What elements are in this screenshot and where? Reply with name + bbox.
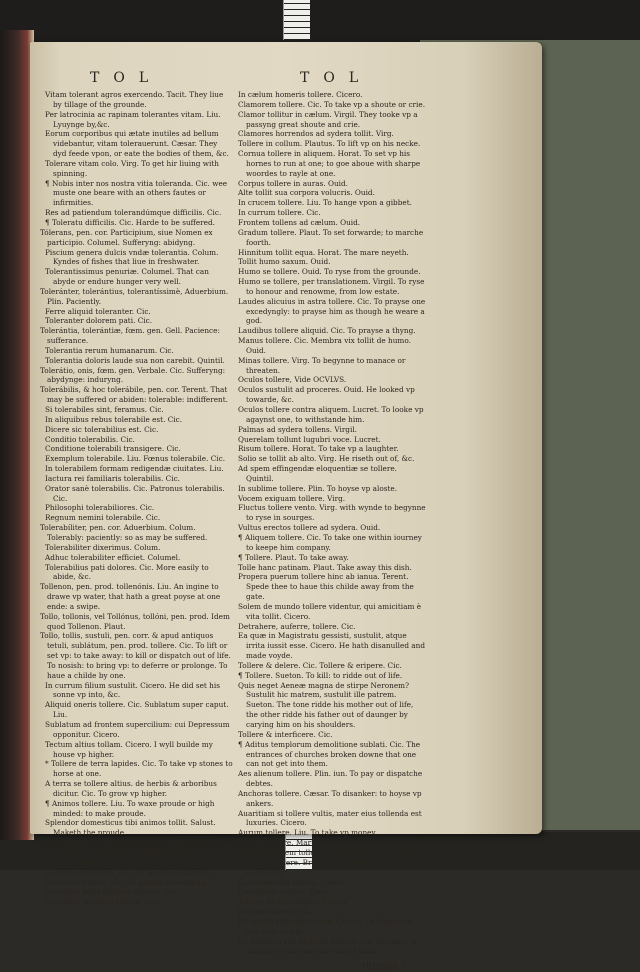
sub-entry: Querelam tollunt lugubri voce. Lucret. (238, 434, 381, 444)
sub-entry: Conuiuium tollere. Plaut. (238, 887, 331, 897)
sub-entry: Alte tollit sua corpora volucris. Ouid. (238, 188, 375, 198)
sub-entry: Conditio tolerabilis. Cic. (45, 434, 135, 444)
sub-entry: Clamores horrendos ad sydera tollit. Virg. (238, 129, 394, 139)
sub-entry: * Tollere de terra lapides. Cic. To take vp stones to horse at one. (45, 759, 233, 779)
sub-entry: Adhuc tolerabiliter efficiet. Columel. (45, 552, 181, 562)
sub-entry: Philosophi tolerabiliores. Cic. (45, 503, 155, 513)
sub-entry: Tolerabilius pati dolores. Cic. More easily to abide, &c. (45, 562, 209, 582)
sub-entry: Risum tollere. Horat. To take vp a laughter. (238, 444, 399, 454)
sub-entry: Tolerantissimus penuriæ. Columel. That can abyde or endure hunger very well. (45, 267, 209, 287)
sub-entry: Aliquid oneris tollere. Cic. Sublatum super caput. Liu. (45, 700, 229, 720)
sub-entry: Arbos se sustulit. Virg. (45, 857, 130, 867)
sub-entry: Tollere in collum. Plautus. To lift vp on his necke. (238, 139, 421, 149)
sub-entry: Aes alienum tollere. Plin. iun. To pay or dispatche debtes. (238, 769, 423, 789)
sub-entry: Consules tollere. Brutus ad Ciceronem. To kill the Consulles. (238, 857, 423, 877)
sub-entry: Detrahere, auferre, tollere. Cic. (238, 621, 356, 631)
sub-entry: Oculos tollere contra aliquem. Lucret. To looke vp agaynst one, to withstande him. (238, 405, 424, 424)
sub-entry: Iactura rei familiaris tolerabilis. Cic. (45, 473, 180, 483)
scale-ruler-top (283, 0, 310, 40)
sub-entry: Tollit humo saxum. Ouid. (238, 257, 331, 267)
headword-entry: Tolerátio, onis, fœm. gen. Verbale. Cic. Sufferyng: abydynge: induryng. (40, 365, 226, 385)
sub-entry: Conditione tolerabili transigere. Cic. (45, 444, 181, 454)
sub-entry: De oratione sua aliquem tollere. Cic. To name or mention a man no more in his talke. (238, 936, 418, 956)
sub-entry: Cachinnum tollere. Cic. To laugh out alowde. (45, 867, 212, 877)
sub-entry: Toleranter dolorem pati. Cic. (45, 316, 153, 326)
sub-entry: Solem de mundo tollere videntur, qui amicitiam è vita tollit. Cicero. (238, 601, 422, 621)
sub-entry: Frontem tollens ad cælum. Ouid. (238, 217, 361, 227)
sub-entry: Ferre aliquid toleranter. Cic. (45, 306, 151, 316)
sub-entry: Laudes alicuius in astra tollere. Cic. To prayse one excedyngly: to prayse him as though he weare a god. (238, 296, 426, 326)
sub-entry: In cælum homeris tollere. Cicero. (238, 90, 363, 99)
sub-entry: Manus tollere. Cic. Membra vix tollit de humo. Ouid. (238, 336, 411, 355)
sub-entry: Tectum altius tollam. Cicero. I wyll builde my house vp higher. (45, 739, 213, 759)
sub-entry: Vocem exiguam tollere. Virg. (238, 493, 346, 503)
sub-entry: Tolerantia doloris laude sua non carebit. Quintil. (45, 355, 225, 365)
sub-entry: De fano tollere. Cic. (238, 907, 313, 917)
sub-entry: ¶ Toleratu difficilis. Cic. Harde to be suffered. (45, 217, 215, 227)
sub-entry: In currum tollere. Cic. (238, 208, 321, 218)
sub-entry: Regnum nemini tolerabile. Cic. (45, 513, 161, 523)
right-column (238, 90, 426, 972)
sub-entry: In currum filium sustulit. Cicero. He did set his sonne vp into, &c. (45, 680, 220, 700)
headword-entry: Tolerabíliter, pen. cor. Aduerbium. Colum. Tolerably: paciently: so as may be suffered. (40, 523, 208, 542)
sub-entry: Controuersias tollere. Cæsar. (238, 877, 347, 887)
sub-entry: Aurum tollere. Liu. To take vp money. (238, 828, 377, 838)
sub-entry: Quis neget Aeneæ magna de stirpe Neronem? Sustulit hic matrem, sustulit ille patrem. Sueton. The tone ridde his mother out of life, the other ridde his father out of daunger by carying him on his shoulders. (238, 680, 414, 729)
sub-entry: Quia paululum vobis accessit pecuniæ, Sublati animi sunt. Terent. You are high minded, &c. (45, 838, 220, 857)
sub-entry: Anchoras tollere. Cæsar. To disanker: to hoyse vp ankers. (238, 788, 422, 808)
signature-mark: HHHhhh 5 (361, 962, 406, 972)
sub-entry: Auaritiam si tollere vultis, mater eius tollenda est luxuries. Cicero. (238, 808, 422, 828)
sub-entry: A terra se tollere altius. de herbis & arboribus dicitur. Cic. To grow vp higher. (45, 779, 217, 798)
sub-entry: Gradum tollere. Plaut. To set forwarde; to marche foorth. (238, 227, 424, 247)
sub-entry: Sublatum ad frontem supercilium: cui Depressum opponitur. Cicero. (45, 720, 230, 739)
sub-entry: Consuetudinem tollere. Cic. To abolish a custome. (238, 847, 424, 857)
sub-entry: Exemplum tolerabile. Liu. Fœnus tolerabile. Cic. (45, 454, 226, 464)
headword-entry: Tólerans, pen. cor. Participium, siue Nomen ex participio. Columel. Sufferyng: abidyng. (40, 227, 213, 247)
book-spine-edge (0, 30, 34, 840)
sub-entry: Solio se tollit ab alto. Virg. He riseth out of, &c. (238, 454, 415, 464)
sub-entry: Calices tollere. Martial. (238, 838, 326, 848)
sub-entry: Tollere & delere. Cic. Tollere & eripere. Cic. (238, 660, 402, 670)
sub-entry: Corpus tollere in auras. Ouid. (238, 178, 348, 188)
sub-entry: Ea quæ in Magistratu gessisti, sustulit, atque irrita iussit esse. Cicero. He hath disanulled and made voyde. (238, 631, 426, 661)
sub-entry: Dicere sic tolerabilius est. Cic. (45, 424, 159, 434)
sub-entry: Orator sanè tolerabilis. Cic. Patronus tolerabilis. Cic. (45, 483, 225, 503)
headword-entry: Tolerábilis, & hoc tolerábile, pen. cor. Terent. That may be suffered or abiden: tolerable: indifferent. (40, 385, 229, 405)
sub-entry: ¶ Tollere. Plaut. To take away. (238, 552, 349, 562)
sub-entry: Tolerabiliter dixerimus. Colum. (45, 542, 161, 552)
sub-entry: ¶ Aliquem tollere. Cic. To take one within iourney to keepe him company. (238, 532, 422, 552)
sub-entry: Eorum corporibus qui ætate inutiles ad bellum videbantur, vitam tolerauerunt. Cæsar. They dyd feede vpon, or eate the bodies of them, &c. (45, 129, 229, 159)
sub-entry: Tolerantia rerum humanarum. Cic. (45, 345, 174, 355)
sub-entry: Si tolerabiles sint, feramus. Cic. (45, 405, 164, 414)
sub-entry: Vitam tolerant agros exercendo. Tacit. They liue by tillage of the grounde. (45, 90, 224, 109)
running-head-right: TOL (300, 70, 373, 86)
sub-entry: De medio aliquem tollere. Cicero. To dispatche one oute of lyfe. (238, 916, 412, 936)
sub-entry: Ad spem effingendæ eloquentiæ se tollere. Quintil. (238, 464, 398, 483)
sub-entry: Propera puerum tollere hinc ab ianua. Terent. Spede thee to haue this childe away from the gate. (238, 572, 414, 602)
sub-entry: Cornua tollere in aliquem. Horat. To set vp his hornes to run at one; to goe aboue with sharpe woordes to rayle at one. (238, 149, 421, 178)
background-top (0, 0, 640, 44)
sub-entry: Clamorem tollere. Cic. To take vp a shoute or crie. (238, 99, 426, 109)
sub-entry: In crucem tollere. Liu. To hange vpon a gibbet. (238, 198, 412, 208)
headword-entry: Toleránter, tolerántius, tolerantíssimè, Aduerbium. Plin. Paciently. (40, 286, 229, 306)
headword-entry: Tolerántia, tolerántiæ, fœm. gen. Gell. Pacience: sufferance. (40, 326, 220, 346)
sub-entry: Humo se tollere, per translationem. Virgil. To ryse to honour and renowme, from low estate. (238, 277, 425, 296)
sub-entry: Oculos tollere, Vide OCVLVS. (238, 375, 347, 385)
sub-entry: Oculos sustulit ad proceres. Ouid. He looked vp towarde, &c. (238, 385, 415, 405)
sub-entry: Per latrocinia ac rapinam tolerantes vitam. Liu. Lyuynge by,&c. (45, 109, 221, 129)
sub-entry: Minas tollere. Virg. To begynne to manace or threaten. (238, 355, 406, 375)
running-head-left: TOL (90, 70, 163, 86)
sub-entry: Hinnitum tollit equa. Horat. The mare neyeth. (238, 247, 409, 257)
sub-entry: Fluctus tollere vento. Virg. with wynde to begynne to ryse in sourges. (238, 503, 426, 523)
sub-entry: Laudibus tollere aliquid. Cic. To prayse a thyng. (238, 326, 416, 336)
sub-entry: ¶ Tollere. Sueton. To kill: to ridde out of life. (238, 670, 403, 680)
sub-entry: Tolerare vitam colo. Virg. To get hir liuing with spinning. (45, 158, 219, 178)
sub-entry: ¶ Animos tollere. Liu. To waxe proude or high minded: to make proude. (45, 798, 215, 818)
sub-entry: In sublime tollere. Plin. To hoyse vp aloste. (238, 483, 398, 493)
headword-entry: Tollo, tollonis, vel Tollónus, tollóni, pen. prod. Idem quod Tollenon. Plaut. (40, 611, 230, 631)
left-column (40, 90, 233, 907)
sub-entry: ¶ Aditus templorum demolitione sublati. Cic. The entrances of churches broken downe that one can not get into them. (238, 739, 421, 769)
sub-entry: Tollere de loco aliquo. Cicero. (238, 897, 349, 907)
sub-entry: Res ad patiendum tolerandúmque difficilis. Cic. (45, 208, 222, 218)
sub-entry: Humo se tollere. Ouid. To ryse from the grounde. (238, 267, 421, 277)
sub-entry: Splendor domesticus tibi animos tollit. Salust. Maketh the proude. (45, 818, 216, 838)
headword-entry: Tollenon, pen. prod. tollenónis. Liu. An ingine to drawe vp water, that hath a great poyse at one ende: a swipe. (40, 582, 221, 611)
sub-entry: In aliquibus rebus tolerabile est. Cic. (45, 414, 183, 424)
sub-entry: ¶ Nobis inter nos nostra vitia toleranda. Cic. wee muste one beare with an others fautes or infirmities. (45, 178, 228, 208)
sub-entry: Palmas ad sydera tollens. Virgil. (238, 424, 357, 434)
sub-entry: Piscium genera dulcis vndæ tolerantia. Colum. Kyndes of fishes that liue in freshwater. (45, 247, 219, 267)
sub-entry: In cælum laudibus tollere. Cic. (45, 897, 160, 907)
sub-entry: In cælum fama aliquem tollere. Cic. (45, 887, 178, 897)
sub-entry: In tolerabilem formam redigendæ ciuitates. Liu. (45, 464, 224, 474)
sub-entry: Vultus erectos tollere ad sydera. Ouid. (238, 523, 381, 533)
sub-entry: Clamor tollitur in cælum. Virgil. They tooke vp a passyng great shoute and crie. (238, 109, 418, 129)
sub-entry: Tolle hanc patinam. Plaut. Take away this dish. (238, 562, 412, 572)
sub-entry: Tollere & interficere. Cic. (238, 729, 333, 739)
sub-entry: In cælum tollere. Cic. To prayse excedyngly. (45, 877, 209, 887)
headword-entry: Tollo, tollis, sustuli, pen. corr. & apud antiquos tetuli, sublátum, pen. prod. tollere. Cic. To lift or set vp: to take away: to kill or dispatch out of life. To nosish: to bring vp: to deferre or prolonge. To haue a childe by one. (40, 631, 231, 680)
